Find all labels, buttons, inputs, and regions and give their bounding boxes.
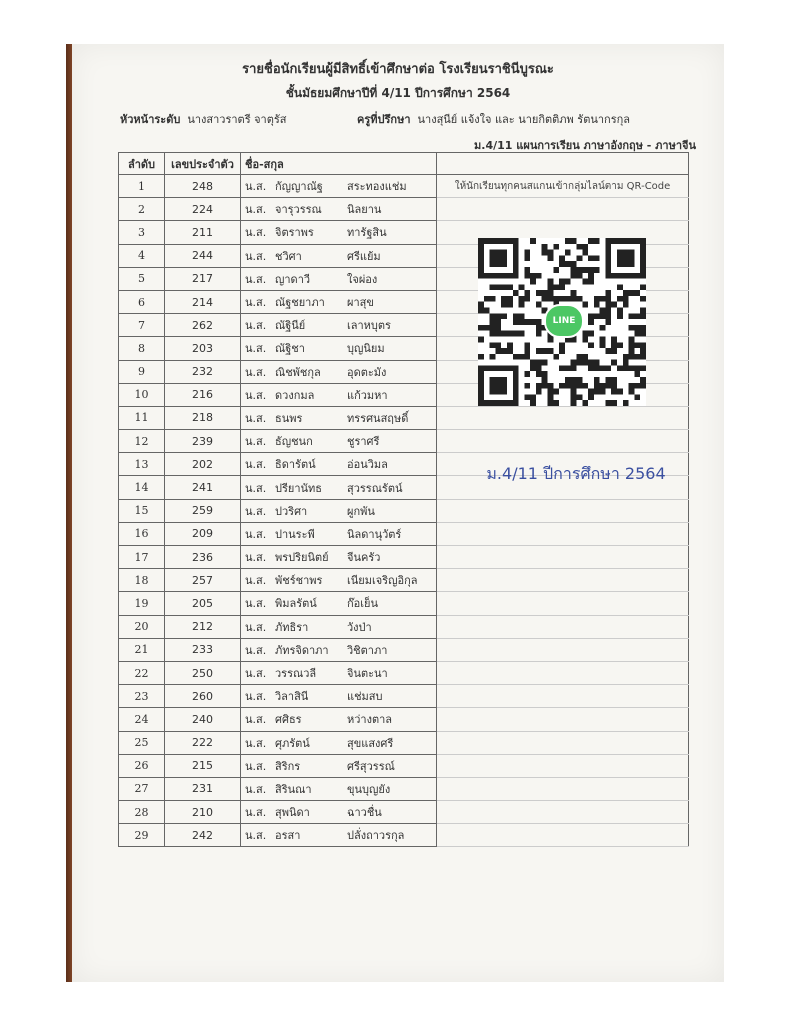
student-name	[241, 569, 437, 592]
col-header-no: ลำดับ	[119, 153, 165, 175]
first-name: กัญญาณัฐ	[275, 180, 323, 194]
student-name	[241, 708, 437, 731]
name-prefix: น.ส.	[245, 180, 267, 194]
note-cell	[437, 661, 689, 684]
name-prefix: น.ส.	[245, 203, 267, 217]
name-prefix: น.ส.	[245, 782, 267, 796]
row-number: 22	[119, 661, 165, 684]
student-name	[241, 754, 437, 777]
row-number: 24	[119, 708, 165, 731]
row-number: 3	[119, 221, 165, 244]
table-row	[119, 522, 689, 545]
student-name	[241, 615, 437, 638]
first-name: พิมลรัตน์	[275, 597, 317, 611]
advisor-names: นางสุนีย์ แจ้งใจ และ นายกิตติภพ รัตนากรกุล	[417, 113, 631, 126]
student-name	[241, 777, 437, 800]
student-name	[241, 175, 437, 198]
row-number: 16	[119, 522, 165, 545]
student-name	[241, 290, 437, 313]
student-id: 205	[165, 592, 241, 615]
first-name: ศศิธร	[275, 713, 302, 727]
student-id: 211	[165, 221, 241, 244]
student-name	[241, 221, 437, 244]
row-number: 7	[119, 314, 165, 337]
name-prefix: น.ส.	[245, 504, 267, 518]
name-prefix: น.ส.	[245, 249, 267, 263]
table-row	[119, 592, 689, 615]
document-title: รายชื่อนักเรียนผู้มีสิทธิ์เข้าศึกษาต่อ โรงเรียนราชินีบูรณะ	[242, 62, 554, 77]
row-number: 4	[119, 244, 165, 267]
name-prefix: น.ส.	[245, 829, 267, 843]
last-name: บุญนิยม	[347, 342, 385, 356]
note-text: ให้นักเรียนทุกคนสแกนเข้ากลุ่มไลน์ตาม QR-Code	[437, 175, 689, 198]
student-id: 241	[165, 476, 241, 499]
name-prefix: น.ส.	[245, 226, 267, 240]
student-id: 257	[165, 569, 241, 592]
first-name: วรรณวลี	[275, 667, 317, 681]
name-prefix: น.ส.	[245, 458, 267, 472]
student-id: 248	[165, 175, 241, 198]
row-number: 17	[119, 546, 165, 569]
student-id: 217	[165, 267, 241, 290]
student-id: 244	[165, 244, 241, 267]
program-label: ม.4/11 แผนการเรียน ภาษาอังกฤษ - ภาษาจีน	[474, 139, 696, 152]
last-name: จินตะนา	[347, 667, 388, 681]
last-name: นิลดานุวัตร์	[347, 527, 402, 541]
name-prefix: น.ส.	[245, 667, 267, 681]
first-name: ณิชพัชกุล	[275, 365, 321, 379]
student-id: 232	[165, 360, 241, 383]
row-number: 6	[119, 290, 165, 313]
last-name: แช่มสบ	[347, 690, 383, 704]
student-name	[241, 383, 437, 406]
row-number: 20	[119, 615, 165, 638]
row-number: 1	[119, 175, 165, 198]
student-id: 216	[165, 383, 241, 406]
student-id: 250	[165, 661, 241, 684]
note-cell	[437, 685, 689, 708]
name-prefix: น.ส.	[245, 319, 267, 333]
student-name	[241, 731, 437, 754]
row-number: 21	[119, 638, 165, 661]
student-name	[241, 244, 437, 267]
student-id: 214	[165, 290, 241, 313]
first-name: ณัฐชยาภา	[275, 296, 325, 310]
first-name: วิลาสินี	[275, 690, 309, 704]
row-number: 14	[119, 476, 165, 499]
first-name: ดวงกมล	[275, 388, 315, 402]
last-name: ผาสุข	[347, 296, 374, 310]
name-prefix: น.ส.	[245, 481, 267, 495]
first-name: ธัญชนก	[275, 435, 313, 449]
student-id: 203	[165, 337, 241, 360]
head-label: หัวหน้าระดับ	[120, 113, 181, 126]
last-name: ชูราศรี	[347, 435, 380, 449]
student-name	[241, 430, 437, 453]
table-row	[119, 499, 689, 522]
row-number: 26	[119, 754, 165, 777]
student-name	[241, 801, 437, 824]
student-name	[241, 198, 437, 221]
first-name: ปานระพี	[275, 527, 315, 541]
table-row	[119, 569, 689, 592]
last-name: วังป่า	[347, 620, 372, 634]
row-number: 25	[119, 731, 165, 754]
row-number: 27	[119, 777, 165, 800]
student-name	[241, 661, 437, 684]
table-row	[119, 638, 689, 661]
row-number: 2	[119, 198, 165, 221]
first-name: ธิดารัตน์	[275, 458, 316, 472]
student-id: 262	[165, 314, 241, 337]
last-name: แก้วมหา	[347, 388, 388, 402]
last-name: ฉาวชื่น	[347, 806, 382, 820]
first-name: พรปริยนิตย์	[275, 551, 329, 565]
table-row	[119, 777, 689, 800]
student-name	[241, 360, 437, 383]
student-id: 215	[165, 754, 241, 777]
table-row	[119, 731, 689, 754]
last-name: เลาหบุตร	[347, 319, 391, 333]
last-name: จีนครัว	[347, 551, 381, 565]
student-id: 236	[165, 546, 241, 569]
head-of-level	[120, 110, 286, 128]
first-name: สิรินณา	[275, 782, 312, 796]
row-number: 18	[119, 569, 165, 592]
table-row	[119, 754, 689, 777]
name-prefix: น.ส.	[245, 690, 267, 704]
student-name	[241, 685, 437, 708]
first-name: ศุภรัตน์	[275, 736, 310, 750]
student-id: 224	[165, 198, 241, 221]
first-name: ณัฐิชา	[275, 342, 305, 356]
note-cell	[437, 731, 689, 754]
table-row	[119, 801, 689, 824]
last-name: สุขแสงศรี	[347, 736, 394, 750]
last-name: ปลั่งถาวรกุล	[347, 829, 405, 843]
student-name	[241, 592, 437, 615]
note-cell	[437, 592, 689, 615]
note-cell	[437, 801, 689, 824]
first-name: ภัทรจิดาภา	[275, 643, 329, 657]
student-id: 218	[165, 406, 241, 429]
student-name	[241, 314, 437, 337]
student-name	[241, 522, 437, 545]
student-name	[241, 824, 437, 847]
row-number: 19	[119, 592, 165, 615]
first-name: ณัฐินีย์	[275, 319, 306, 333]
last-name: ใจผ่อง	[347, 272, 378, 286]
name-prefix: น.ส.	[245, 272, 267, 286]
first-name: จิตราพร	[275, 226, 314, 240]
name-prefix: น.ส.	[245, 759, 267, 773]
student-id: 240	[165, 708, 241, 731]
last-name: หว่างตาล	[347, 713, 393, 727]
name-prefix: น.ส.	[245, 551, 267, 565]
last-name: สระทองแช่ม	[347, 180, 407, 194]
table-row	[119, 175, 689, 198]
col-header-note	[437, 153, 689, 175]
student-name	[241, 406, 437, 429]
student-id: 239	[165, 430, 241, 453]
note-cell	[437, 198, 689, 221]
name-prefix: น.ส.	[245, 713, 267, 727]
student-name	[241, 453, 437, 476]
first-name: จารุวรรณ	[275, 203, 322, 217]
table-row	[119, 198, 689, 221]
note-cell	[437, 754, 689, 777]
class-year-label: ม.4/11 ปีการศึกษา 2564	[486, 464, 666, 483]
name-prefix: น.ส.	[245, 435, 267, 449]
name-prefix: น.ส.	[245, 411, 267, 425]
student-id: 210	[165, 801, 241, 824]
row-number: 12	[119, 430, 165, 453]
table-row	[119, 824, 689, 847]
last-name: อ่อนวิมล	[347, 458, 388, 472]
row-number: 10	[119, 383, 165, 406]
head-name: นางสาวราตรี จาตุรัส	[187, 113, 287, 126]
name-prefix: น.ส.	[245, 736, 267, 750]
name-prefix: น.ส.	[245, 342, 267, 356]
name-prefix: น.ส.	[245, 365, 267, 379]
note-cell	[437, 569, 689, 592]
document-subtitle: ชั้นมัธยมศึกษาปีที่ 4/11 ปีการศึกษา 2564	[285, 86, 511, 100]
document-page	[72, 44, 724, 982]
student-name	[241, 476, 437, 499]
student-name	[241, 546, 437, 569]
row-number: 5	[119, 267, 165, 290]
col-header-name: ชื่อ-สกุล	[241, 153, 437, 175]
advisor-label: ครูที่ปรึกษา	[357, 113, 411, 126]
table-header-row	[119, 153, 689, 175]
note-cell	[437, 638, 689, 661]
first-name: อรสา	[275, 829, 301, 843]
last-name: นิลยาน	[347, 203, 382, 217]
note-cell	[437, 777, 689, 800]
first-name: ธนพร	[275, 411, 303, 425]
student-name	[241, 499, 437, 522]
table-row	[119, 546, 689, 569]
first-name: พัชร์ชาพร	[275, 574, 323, 588]
table-row	[119, 615, 689, 638]
name-prefix: น.ส.	[245, 620, 267, 634]
note-cell	[437, 824, 689, 847]
row-number: 28	[119, 801, 165, 824]
name-prefix: น.ส.	[245, 527, 267, 541]
student-id: 212	[165, 615, 241, 638]
row-number: 11	[119, 406, 165, 429]
last-name: วิชิตาภา	[347, 643, 388, 657]
note-cell	[437, 708, 689, 731]
student-id: 260	[165, 685, 241, 708]
last-name: ทารัฐสิน	[347, 226, 387, 240]
student-id: 209	[165, 522, 241, 545]
table-row	[119, 661, 689, 684]
last-name: สุวรรณรัตน์	[347, 481, 403, 495]
note-cell	[437, 522, 689, 545]
first-name: สิริกร	[275, 759, 301, 773]
student-id: 202	[165, 453, 241, 476]
last-name: เนียมเจริญอิกุล	[347, 574, 418, 588]
name-prefix: น.ส.	[245, 574, 267, 588]
table-row	[119, 708, 689, 731]
table-row	[119, 685, 689, 708]
first-name: ภัทธิรา	[275, 620, 309, 634]
note-cell	[437, 615, 689, 638]
line-logo-icon: LINE	[544, 304, 584, 338]
student-id: 231	[165, 777, 241, 800]
row-number: 29	[119, 824, 165, 847]
first-name: ญาดาวี	[275, 272, 311, 286]
row-number: 15	[119, 499, 165, 522]
last-name: ผูกพัน	[347, 504, 375, 518]
row-number: 13	[119, 453, 165, 476]
first-name: ปวริศา	[275, 504, 308, 518]
table-row	[119, 406, 689, 429]
student-id: 222	[165, 731, 241, 754]
first-name: ปรียานัทธ	[275, 481, 322, 495]
first-name: สุพนิดา	[275, 806, 310, 820]
note-cell	[437, 499, 689, 522]
last-name: ทรรศนสฤษดิ์	[347, 411, 409, 425]
student-id: 233	[165, 638, 241, 661]
name-prefix: น.ส.	[245, 643, 267, 657]
last-name: ขุนบุญยัง	[347, 782, 391, 796]
last-name: ศรีแย้ม	[347, 249, 381, 263]
advisors	[357, 110, 630, 128]
first-name: ชวิศา	[275, 249, 302, 263]
col-header-id: เลขประจำตัว	[165, 153, 241, 175]
student-id: 242	[165, 824, 241, 847]
note-cell	[437, 430, 689, 453]
name-prefix: น.ส.	[245, 296, 267, 310]
student-name	[241, 267, 437, 290]
last-name: ก๊อเย็น	[347, 597, 378, 611]
note-cell	[437, 546, 689, 569]
student-name	[241, 638, 437, 661]
last-name: ศรีสุวรรณ์	[347, 759, 395, 773]
note-cell	[437, 406, 689, 429]
student-id: 259	[165, 499, 241, 522]
last-name: อุดตะมัง	[347, 365, 387, 379]
row-number: 9	[119, 360, 165, 383]
row-number: 23	[119, 685, 165, 708]
name-prefix: น.ส.	[245, 388, 267, 402]
student-name	[241, 337, 437, 360]
row-number: 8	[119, 337, 165, 360]
line-qr-code	[478, 238, 646, 406]
table-row	[119, 430, 689, 453]
name-prefix: น.ส.	[245, 806, 267, 820]
name-prefix: น.ส.	[245, 597, 267, 611]
